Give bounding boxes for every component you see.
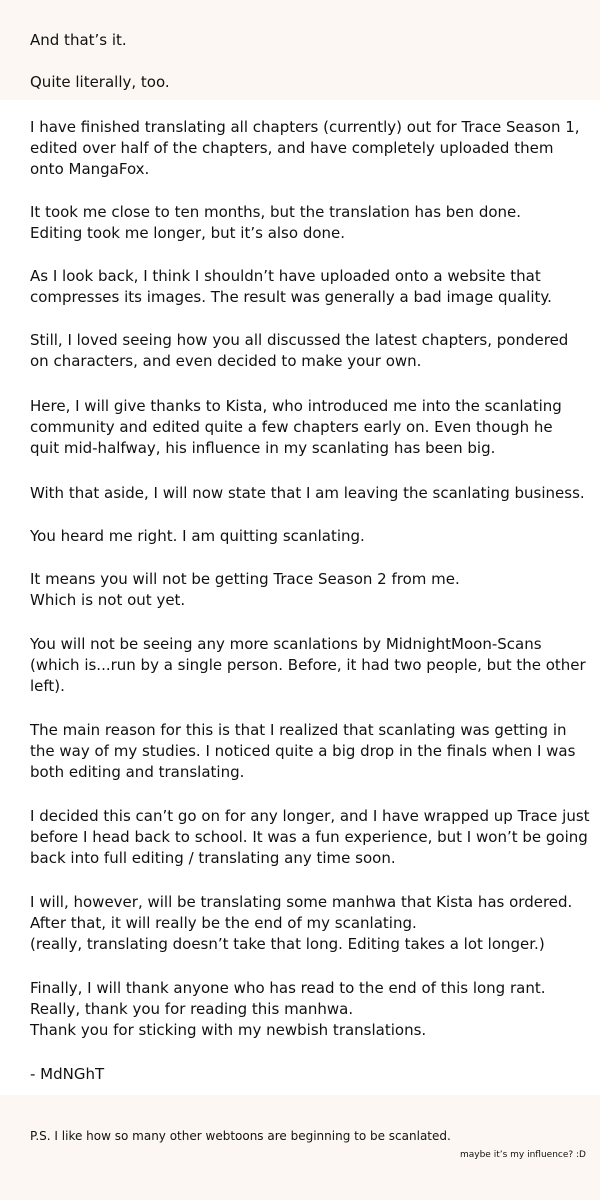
postscript-note: maybe it’s my influence? :D [459, 1150, 586, 1160]
intro-line-2: Quite literally, too. [30, 73, 170, 91]
p10-line-2: the way of my studies. I noticed quite a big drop in the finals when I was [30, 742, 576, 760]
p13-line-3: Thank you for sticking with my newbish translations. [30, 1021, 427, 1039]
p4-line-1: Still, I loved seeing how you all discussed the latest chapters, pondered [30, 331, 569, 349]
p12-line-3: (really, translating doesn’t take that long. Editing takes a lot longer.) [30, 935, 545, 953]
p10-line-3: both editing and translating. [30, 763, 245, 781]
p9-line-2: (which is...run by a single person. Before, it had two people, but the other [30, 656, 586, 674]
p11-line-2: before I head back to school. It was a fun experience, but I won’t be going [30, 828, 588, 846]
p5-line-2: community and edited quite a few chapters early on. Even though he [30, 418, 553, 436]
p13-line-1: Finally, I will thank anyone who has read to the end of this long rant. [30, 979, 546, 997]
p4-line-2: on characters, and even decided to make your own. [30, 352, 422, 370]
p12-line-2: After that, it will really be the end of my scanlating. [30, 914, 417, 932]
p1-line-2: edited over half of the chapters, and have completely uploaded them [30, 139, 554, 157]
p1-line-3: onto MangaFox. [30, 160, 150, 178]
signature: - MdNGhT [30, 1065, 105, 1083]
header-band [0, 0, 600, 100]
p5-line-3: quit mid-halfway, his influence in my scanlating has been big. [30, 439, 496, 457]
p3-line-1: As I look back, I think I shouldn’t have uploaded onto a website that [30, 267, 541, 285]
p5-line-1: Here, I will give thanks to Kista, who introduced me into the scanlating [30, 397, 562, 415]
p11-line-1: I decided this can’t go on for any longer, and I have wrapped up Trace just [30, 807, 590, 825]
p12-line-1: I will, however, will be translating some manhwa that Kista has ordered. [30, 893, 573, 911]
postscript: P.S. I like how so many other webtoons are beginning to be scanlated. [30, 1129, 451, 1143]
footer-band [0, 1095, 600, 1200]
p8-line-1: It means you will not be getting Trace Season 2 from me. [30, 570, 460, 588]
p8-line-2: Which is not out yet. [30, 591, 186, 609]
intro-line-1: And that’s it. [30, 31, 127, 49]
p1-line-1: I have finished translating all chapters (currently) out for Trace Season 1, [30, 118, 580, 136]
p3-line-2: compresses its images. The result was generally a bad image quality. [30, 288, 552, 306]
p6-line-1: With that aside, I will now state that I am leaving the scanlating business. [30, 484, 585, 502]
p9-line-1: You will not be seeing any more scanlations by MidnightMoon-Scans [30, 635, 542, 653]
p2-line-2: Editing took me longer, but it’s also done. [30, 224, 346, 242]
p13-line-2: Really, thank you for reading this manhwa. [30, 1000, 354, 1018]
p7-line-1: You heard me right. I am quitting scanlating. [30, 527, 365, 545]
p2-line-1: It took me close to ten months, but the translation has ben done. [30, 203, 522, 221]
p9-line-3: left). [30, 677, 65, 695]
p10-line-1: The main reason for this is that I realized that scanlating was getting in [30, 721, 567, 739]
p11-line-3: back into full editing / translating any time soon. [30, 849, 396, 867]
